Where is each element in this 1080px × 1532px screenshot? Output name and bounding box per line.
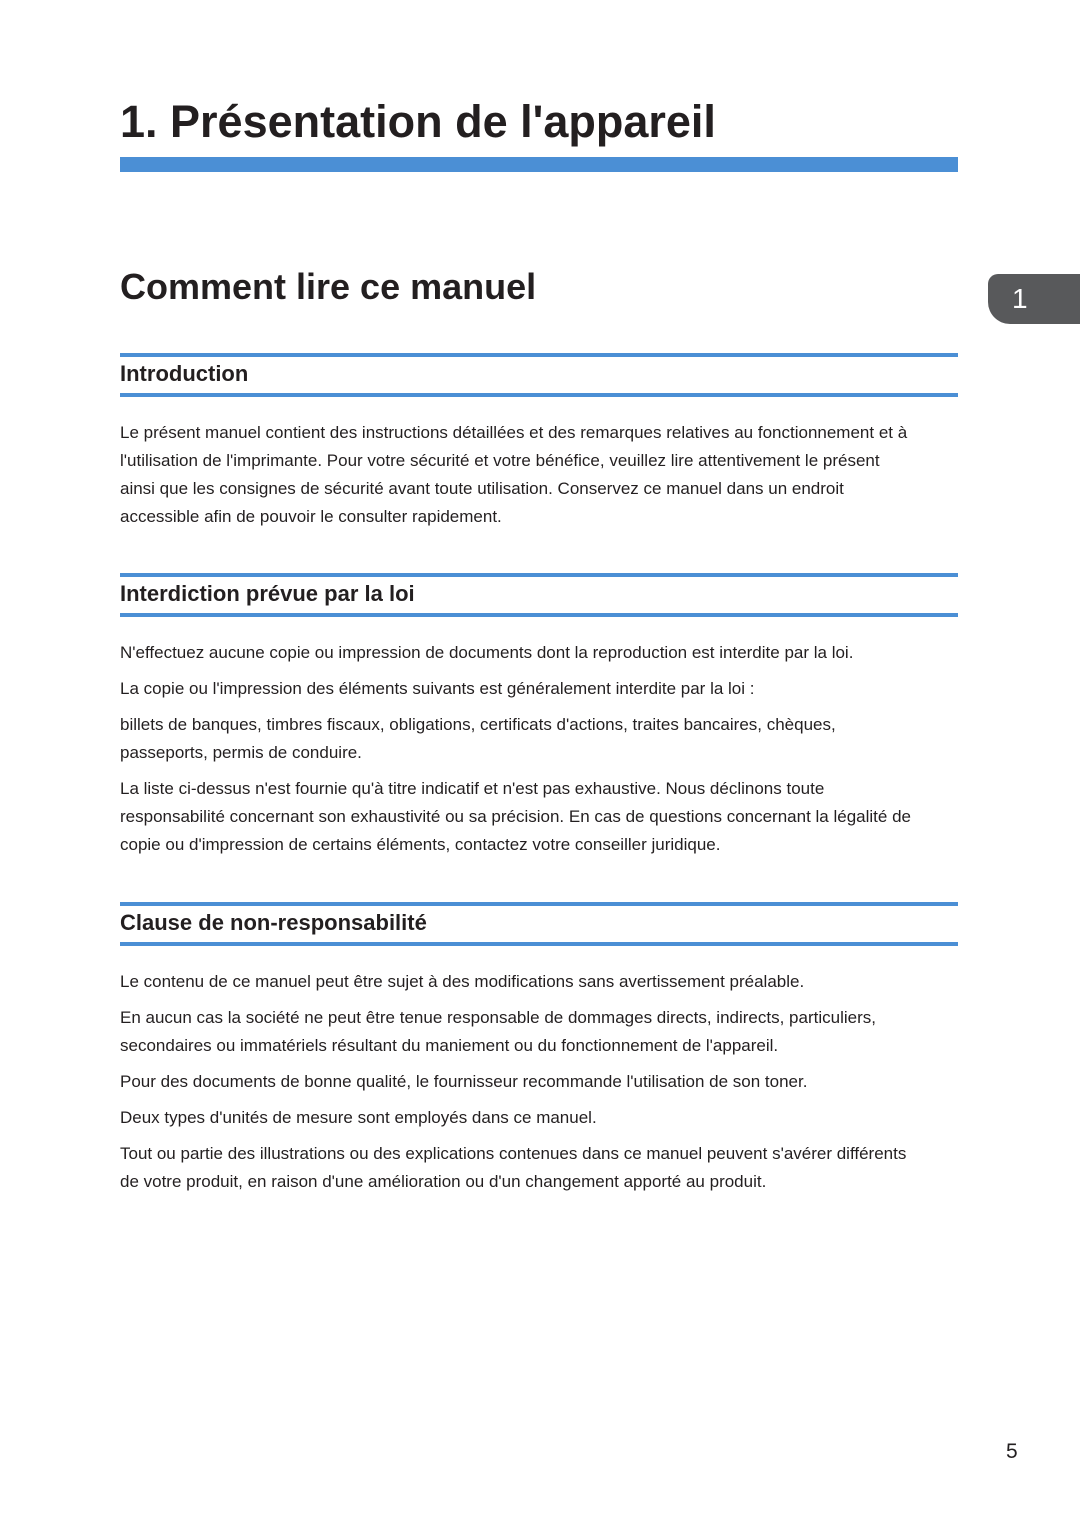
body-text-line: Deux types d'unités de mesure sont employés dans ce manuel.: [120, 1108, 597, 1127]
body-text-line: Le contenu de ce manuel peut être sujet à des modifications sans avertissement préalable.: [120, 972, 805, 991]
subsection-heading: Interdiction prévue par la loi: [120, 581, 415, 606]
heading-rule-bottom: [120, 393, 958, 397]
subsection-introduction: [120, 353, 958, 539]
body-text-line: Pour des documents de bonne qualité, le fournisseur recommande l'utilisation de son toner.: [120, 1072, 808, 1091]
subsection-body: [120, 639, 958, 859]
chapter-tab[interactable]: [988, 274, 1080, 324]
body-text-line: La copie ou l'impression des éléments suivants est généralement interdite par la loi :: [120, 679, 755, 698]
body-text-line: copie ou d'impression de certains éléments, contactez votre conseiller juridique.: [120, 835, 721, 854]
subsection-heading: Introduction: [120, 361, 249, 386]
chapter-title-bar: [120, 157, 958, 172]
heading-rule-bottom: [120, 613, 958, 617]
paragraph: [120, 419, 958, 531]
subsection-body: [120, 419, 958, 531]
subsection-legal-prohibition: [120, 573, 958, 867]
body-text-line: ainsi que les consignes de sécurité avant toute utilisation. Conservez ce manuel dans un endroit: [120, 479, 844, 498]
body-text-line: Le présent manuel contient des instructions détaillées et des remarques relatives au fonctionnement et à: [120, 423, 908, 442]
paragraph: [120, 1140, 958, 1196]
subsection-body: [120, 968, 958, 1196]
body-text-line: secondaires ou immatériels résultant du maniement ou du fonctionnement de l'appareil.: [120, 1036, 779, 1055]
body-text-line: accessible afin de pouvoir le consulter rapidement.: [120, 507, 502, 526]
chapter-title: 1. Présentation de l'appareil: [120, 96, 716, 147]
paragraph: [120, 639, 958, 667]
body-text-line: de votre produit, en raison d'une amélioration ou d'un changement apporté au produit.: [120, 1172, 767, 1191]
subsection-heading: Clause de non-responsabilité: [120, 910, 427, 935]
body-text-line: En aucun cas la société ne peut être tenue responsable de dommages directs, indirects, particuliers,: [120, 1008, 876, 1027]
body-text-line: l'utilisation de l'imprimante. Pour votre sécurité et votre bénéfice, veuillez lire attentivement le présent: [120, 451, 880, 470]
body-text-line: La liste ci-dessus n'est fournie qu'à titre indicatif et n'est pas exhaustive. Nous déclinons toute: [120, 779, 825, 798]
paragraph: [120, 968, 958, 996]
page-number: 5: [1006, 1440, 1018, 1463]
body-text-line: responsabilité concernant son exhaustivité ou sa précision. En cas de questions concernant la légalité de: [120, 807, 911, 826]
body-text-line: N'effectuez aucune copie ou impression de documents dont la reproduction est interdite par la loi.: [120, 643, 854, 662]
heading-rule-bottom: [120, 942, 958, 946]
subsection-disclaimer: [120, 902, 958, 1204]
paragraph: [120, 675, 958, 703]
paragraph: [120, 711, 958, 767]
chapter-tab-label: 1: [1012, 283, 1028, 314]
paragraph: [120, 1068, 958, 1096]
section-title: Comment lire ce manuel: [120, 266, 537, 307]
body-text-line: passeports, permis de conduire.: [120, 743, 362, 762]
paragraph: [120, 1104, 958, 1132]
body-text-line: Tout ou partie des illustrations ou des explications contenues dans ce manuel peuvent s'avérer différents: [120, 1144, 907, 1163]
paragraph: [120, 775, 958, 859]
paragraph: [120, 1004, 958, 1060]
body-text-line: billets de banques, timbres fiscaux, obligations, certificats d'actions, traites bancaires, chèques,: [120, 715, 836, 734]
